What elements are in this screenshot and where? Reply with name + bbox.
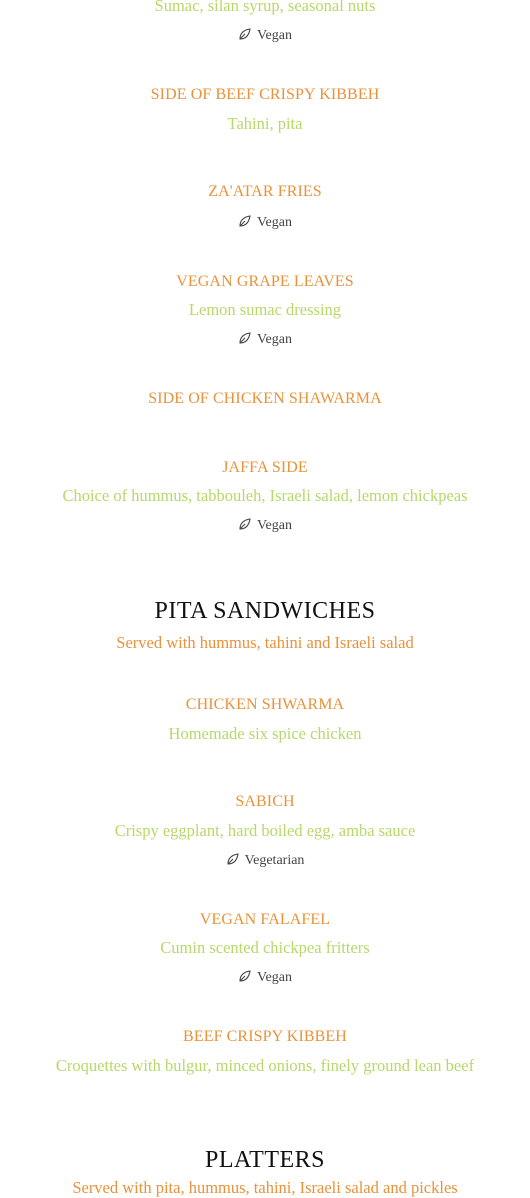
section-title: PLATTERS xyxy=(204,1147,325,1173)
item-name: ZA'ATAR FRIES xyxy=(208,183,322,200)
section-title: PITA SANDWICHES xyxy=(154,598,376,624)
vegan-badge xyxy=(0,332,530,350)
item-description: Crispy eggplant, hard boiled egg, amba sauce xyxy=(114,821,416,840)
item-description: Lemon sumac dressing xyxy=(188,300,342,319)
section-subtitle: Served with hummus, tahini and Israeli salad xyxy=(116,633,414,652)
leaf-icon xyxy=(238,518,251,536)
vegan-badge xyxy=(0,970,530,988)
leaf-icon xyxy=(238,332,251,350)
vegetarian-badge xyxy=(0,853,530,871)
item-name: VEGAN GRAPE LEAVES xyxy=(176,273,354,290)
section-subtitle: Served with pita, hummus, tahini, Israeli salad and pickles xyxy=(72,1178,458,1197)
item-name: SIDE OF CHICKEN SHAWARMA xyxy=(148,390,382,407)
item-name: SABICH xyxy=(235,793,295,810)
badge-label: Vegan xyxy=(257,28,292,43)
badge-label: Vegan xyxy=(257,518,292,533)
item-name: VEGAN FALAFEL xyxy=(199,911,331,928)
item-name: CHICKEN SHWARMA xyxy=(185,696,345,713)
item-name: JAFFA SIDE xyxy=(222,459,308,476)
item-description: Homemade six spice chicken xyxy=(168,724,362,743)
item-description: Sumac, silan syrup, seasonal nuts xyxy=(154,0,376,15)
vegan-badge xyxy=(0,28,530,46)
item-description: Cumin scented chickpea fritters xyxy=(160,938,370,957)
item-description: Choice of hummus, tabbouleh, Israeli salad, lemon chickpeas xyxy=(62,486,468,505)
leaf-icon xyxy=(238,970,251,988)
item-name: BEEF CRISPY KIBBEH xyxy=(183,1028,347,1045)
leaf-icon xyxy=(238,28,251,46)
badge-label: Vegan xyxy=(257,970,292,985)
vegan-badge xyxy=(0,518,530,536)
item-description: Croquettes with bulgur, minced onions, finely ground lean beef xyxy=(55,1056,475,1075)
item-name: SIDE OF BEEF CRISPY KIBBEH xyxy=(150,86,380,103)
vegan-badge xyxy=(0,215,530,233)
leaf-icon xyxy=(238,215,251,233)
badge-label: Vegetarian xyxy=(244,853,305,868)
badge-label: Vegan xyxy=(257,332,292,347)
item-description: Tahini, pita xyxy=(227,114,303,133)
leaf-icon xyxy=(226,853,239,871)
badge-label: Vegan xyxy=(257,215,292,230)
